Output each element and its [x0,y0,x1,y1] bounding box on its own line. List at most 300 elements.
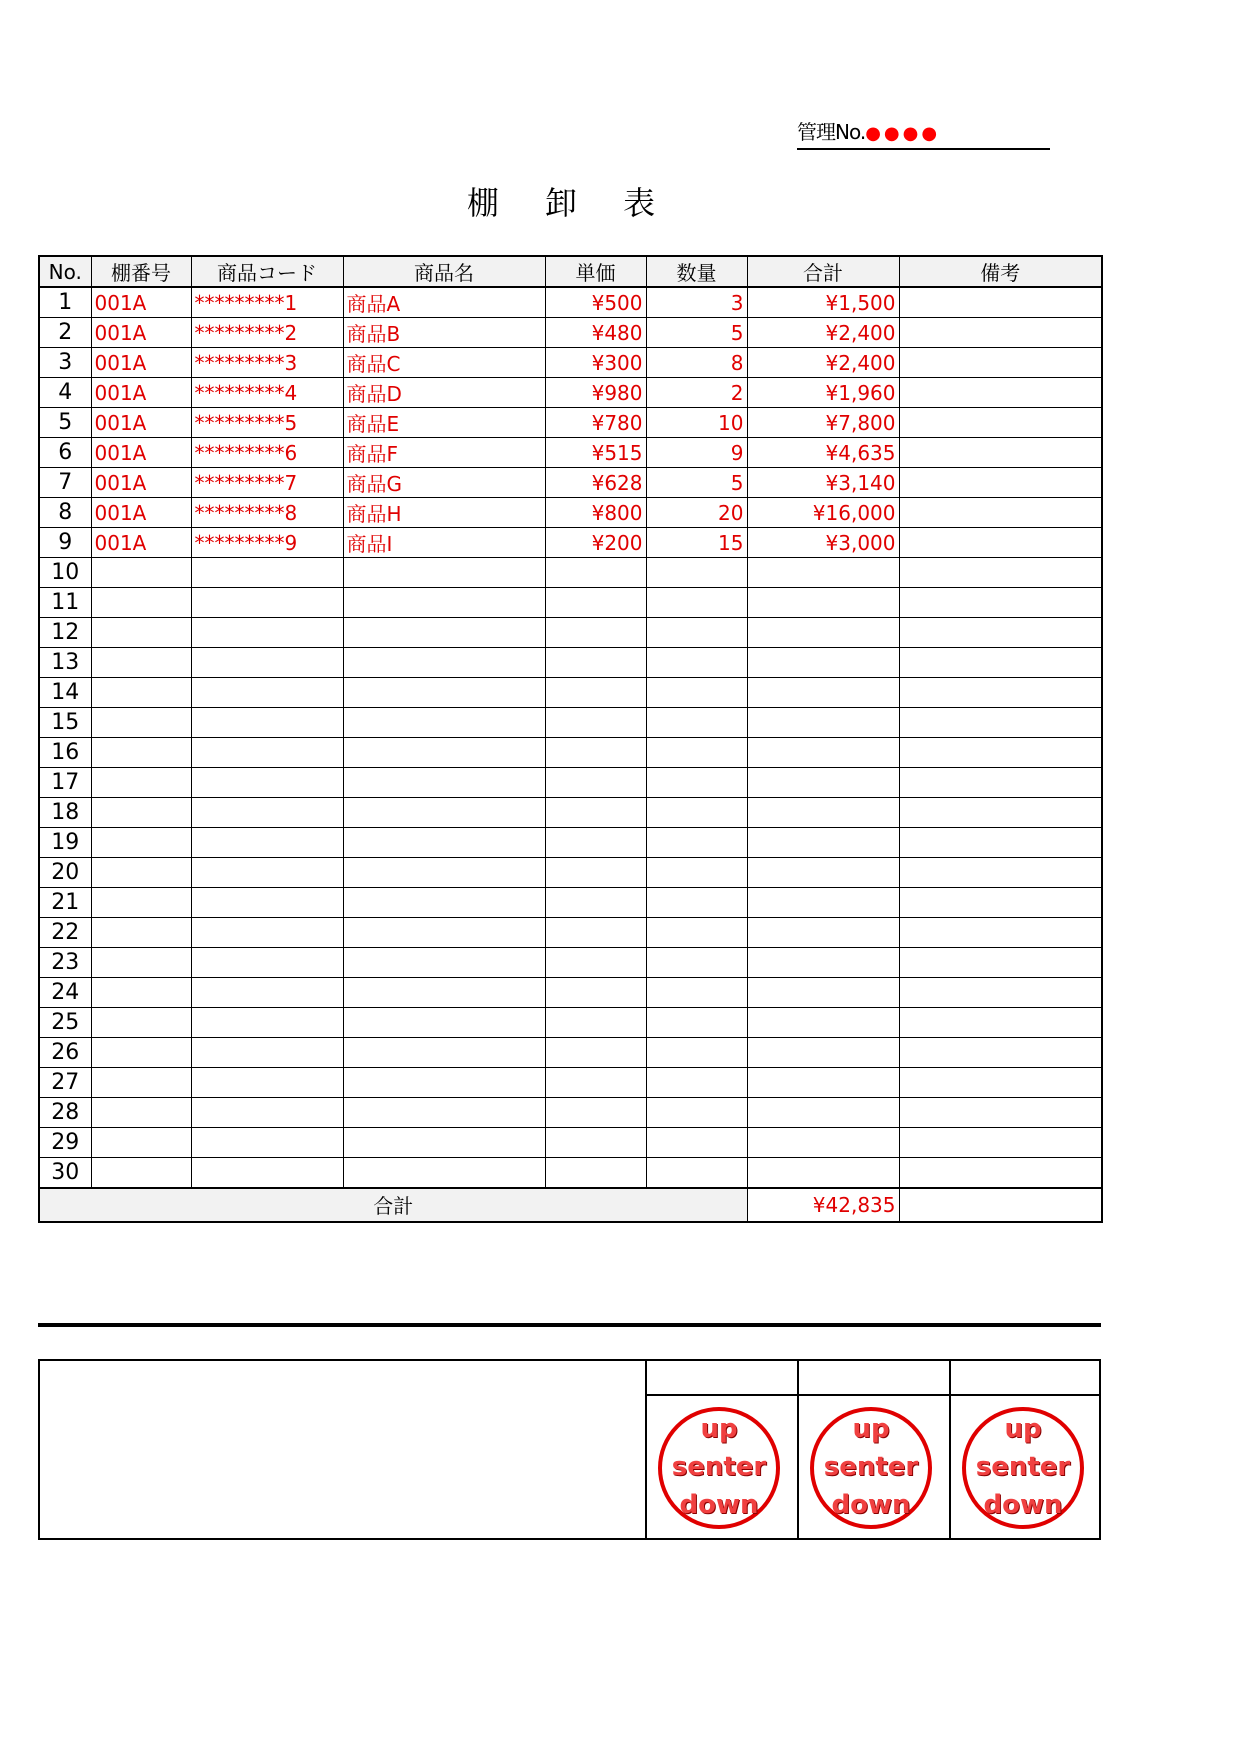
table-row [39,768,1102,798]
col-header-shelf: 棚番号 [91,256,191,287]
cell-note [899,828,1102,858]
cell-no: 22 [39,918,91,948]
table-row [39,588,1102,618]
cell-code: *********5 [191,408,343,438]
cell-no: 1 [39,287,91,318]
cell-code: *********2 [191,318,343,348]
cell-total [747,678,899,708]
cell-qty [646,978,747,1008]
approval-header-2 [799,1361,949,1396]
cell-note [899,378,1102,408]
cell-note [899,1158,1102,1188]
cell-no: 18 [39,798,91,828]
cell-shelf [91,828,191,858]
approval-column-3 [949,1361,1101,1538]
cell-total [747,588,899,618]
cell-no: 11 [39,588,91,618]
cell-shelf [91,858,191,888]
cell-total [747,1158,899,1188]
cell-qty: 8 [646,348,747,378]
cell-qty [646,1098,747,1128]
cell-code [191,708,343,738]
cell-note [899,287,1102,318]
cell-total: ¥1,960 [747,378,899,408]
table-row [39,438,1102,468]
cell-note [899,888,1102,918]
cell-note [899,558,1102,588]
cell-total [747,618,899,648]
cell-name: 商品H [343,498,545,528]
cell-code: *********7 [191,468,343,498]
table-row [39,978,1102,1008]
cell-total [747,948,899,978]
cell-name: 商品B [343,318,545,348]
cell-no: 28 [39,1098,91,1128]
cell-qty [646,648,747,678]
cell-price [545,708,646,738]
table-row [39,858,1102,888]
approval-header-3 [951,1361,1101,1396]
cell-shelf [91,978,191,1008]
total-label: 合計 [39,1188,747,1222]
cell-total: ¥3,000 [747,528,899,558]
cell-name [343,618,545,648]
cell-code [191,588,343,618]
cell-name [343,768,545,798]
seal-stamp-1 [658,1407,780,1529]
col-header-code: 商品コード [191,256,343,287]
table-row [39,708,1102,738]
cell-total [747,1098,899,1128]
cell-code [191,978,343,1008]
table-row [39,348,1102,378]
cell-name [343,708,545,738]
cell-no: 14 [39,678,91,708]
cell-total [747,1038,899,1068]
cell-name [343,678,545,708]
cell-note [899,678,1102,708]
cell-note [899,588,1102,618]
table-row [39,1098,1102,1128]
cell-name [343,798,545,828]
cell-price: ¥300 [545,348,646,378]
cell-total: ¥3,140 [747,468,899,498]
stamp-line-down: down [679,1490,759,1520]
cell-no: 2 [39,318,91,348]
cell-qty [646,828,747,858]
cell-code: *********8 [191,498,343,528]
cell-shelf [91,1098,191,1128]
cell-price: ¥480 [545,318,646,348]
cell-price: ¥515 [545,438,646,468]
cell-name [343,1008,545,1038]
cell-code [191,648,343,678]
cell-name: 商品C [343,348,545,378]
cell-no: 23 [39,948,91,978]
cell-qty [646,1128,747,1158]
cell-price [545,858,646,888]
cell-price [545,1068,646,1098]
cell-total [747,1068,899,1098]
stamp-line-up: up [1004,1414,1042,1444]
stamp-line-senter: senter [671,1452,767,1482]
cell-qty [646,708,747,738]
cell-no: 21 [39,888,91,918]
cell-name [343,558,545,588]
table-row [39,738,1102,768]
cell-qty [646,1038,747,1068]
cell-name [343,948,545,978]
cell-qty [646,858,747,888]
approval-header-1 [647,1361,797,1396]
cell-price: ¥500 [545,287,646,318]
cell-code [191,1008,343,1038]
cell-price [545,1098,646,1128]
cell-shelf [91,708,191,738]
table-body [39,287,1102,1188]
cell-name [343,1158,545,1188]
cell-price [545,918,646,948]
cell-price [545,738,646,768]
cell-shelf [91,1128,191,1158]
cell-shelf [91,768,191,798]
table-row [39,948,1102,978]
table-row [39,558,1102,588]
cell-name [343,978,545,1008]
approval-column-2 [797,1361,949,1538]
cell-note [899,648,1102,678]
cell-total [747,858,899,888]
cell-qty: 20 [646,498,747,528]
cell-code [191,1128,343,1158]
stamp-line-senter: senter [975,1452,1071,1482]
cell-name [343,1098,545,1128]
cell-qty [646,738,747,768]
cell-no: 16 [39,738,91,768]
cell-name [343,738,545,768]
cell-note [899,798,1102,828]
cell-name [343,1038,545,1068]
cell-price [545,1008,646,1038]
cell-price [545,978,646,1008]
cell-shelf [91,1158,191,1188]
cell-qty [646,1008,747,1038]
col-header-name: 商品名 [343,256,545,287]
cell-code [191,738,343,768]
cell-name [343,588,545,618]
cell-shelf: 001A [91,348,191,378]
cell-total [747,978,899,1008]
cell-no: 9 [39,528,91,558]
cell-code [191,678,343,708]
cell-total: ¥2,400 [747,318,899,348]
cell-name: 商品F [343,438,545,468]
cell-shelf [91,948,191,978]
cell-total: ¥16,000 [747,498,899,528]
table-row [39,287,1102,318]
cell-price [545,648,646,678]
cell-no: 6 [39,438,91,468]
cell-no: 12 [39,618,91,648]
cell-name: 商品G [343,468,545,498]
cell-note [899,618,1102,648]
cell-code [191,1158,343,1188]
cell-shelf [91,888,191,918]
cell-no: 15 [39,708,91,738]
cell-note [899,318,1102,348]
cell-no: 5 [39,408,91,438]
table-row [39,318,1102,348]
table-header-row [39,256,1102,287]
cell-qty [646,1158,747,1188]
stamp-line-down: down [983,1490,1063,1520]
management-number [797,116,1050,150]
cell-code: *********3 [191,348,343,378]
total-note [899,1188,1102,1222]
cell-qty: 3 [646,287,747,318]
cell-note [899,708,1102,738]
cell-price [545,1038,646,1068]
table-row [39,828,1102,858]
table-row [39,528,1102,558]
cell-note [899,498,1102,528]
cell-qty [646,918,747,948]
col-header-no: No. [39,256,91,287]
cell-total: ¥7,800 [747,408,899,438]
stamp-line-down: down [831,1490,911,1520]
approval-box [38,1359,1101,1540]
cell-price [545,1158,646,1188]
cell-name: 商品A [343,287,545,318]
cell-code [191,1098,343,1128]
cell-qty: 5 [646,318,747,348]
cell-total [747,768,899,798]
cell-shelf: 001A [91,528,191,558]
cell-no: 24 [39,978,91,1008]
management-label: 管理No. [797,120,866,144]
section-divider [38,1323,1101,1327]
cell-code [191,858,343,888]
cell-name [343,1068,545,1098]
cell-no: 10 [39,558,91,588]
cell-total [747,828,899,858]
cell-shelf: 001A [91,408,191,438]
cell-shelf: 001A [91,287,191,318]
cell-qty: 15 [646,528,747,558]
cell-name [343,828,545,858]
cell-shelf [91,1038,191,1068]
cell-price [545,888,646,918]
inventory-table [38,255,1103,1223]
table-row [39,1068,1102,1098]
cell-name [343,1128,545,1158]
cell-shelf: 001A [91,318,191,348]
table-row [39,1158,1102,1188]
cell-qty: 10 [646,408,747,438]
cell-shelf [91,648,191,678]
cell-code: *********9 [191,528,343,558]
cell-price [545,558,646,588]
cell-qty: 9 [646,438,747,468]
cell-code: *********4 [191,378,343,408]
cell-shelf: 001A [91,498,191,528]
cell-shelf: 001A [91,378,191,408]
cell-code [191,768,343,798]
cell-price: ¥800 [545,498,646,528]
cell-note [899,738,1102,768]
cell-no: 13 [39,648,91,678]
table-row [39,1128,1102,1158]
approval-column-1 [645,1361,797,1538]
cell-note [899,468,1102,498]
table-row [39,798,1102,828]
cell-price [545,828,646,858]
col-header-note: 備考 [899,256,1102,287]
cell-total [747,1008,899,1038]
table-row [39,918,1102,948]
cell-no: 25 [39,1008,91,1038]
cell-total [747,648,899,678]
table-row [39,408,1102,438]
cell-no: 17 [39,768,91,798]
cell-price: ¥628 [545,468,646,498]
cell-note [899,438,1102,468]
cell-code [191,918,343,948]
cell-note [899,408,1102,438]
cell-price: ¥980 [545,378,646,408]
cell-qty [646,618,747,648]
cell-code [191,888,343,918]
cell-shelf [91,618,191,648]
grand-total-value: ¥42,835 [747,1188,899,1222]
cell-no: 3 [39,348,91,378]
cell-qty [646,768,747,798]
table-row [39,498,1102,528]
cell-note [899,918,1102,948]
table-row [39,648,1102,678]
cell-no: 7 [39,468,91,498]
cell-note [899,1128,1102,1158]
cell-note [899,1068,1102,1098]
cell-note [899,1038,1102,1068]
cell-no: 29 [39,1128,91,1158]
cell-total: ¥2,400 [747,348,899,378]
cell-price [545,768,646,798]
cell-note [899,948,1102,978]
col-header-qty: 数量 [646,256,747,287]
stamp-line-up: up [700,1414,738,1444]
cell-shelf [91,738,191,768]
cell-name [343,648,545,678]
cell-no: 27 [39,1068,91,1098]
cell-shelf [91,1008,191,1038]
cell-code [191,1068,343,1098]
cell-shelf [91,588,191,618]
cell-shelf: 001A [91,468,191,498]
cell-shelf [91,678,191,708]
col-header-price: 単価 [545,256,646,287]
seal-stamp-3 [962,1407,1084,1529]
cell-total [747,918,899,948]
cell-no: 4 [39,378,91,408]
table-row [39,378,1102,408]
cell-note [899,348,1102,378]
cell-price [545,618,646,648]
seal-stamp-2 [810,1407,932,1529]
cell-shelf [91,558,191,588]
cell-shelf [91,798,191,828]
cell-total [747,738,899,768]
cell-price [545,798,646,828]
page-title: 棚 卸 表 [466,184,674,222]
cell-code [191,948,343,978]
cell-name: 商品D [343,378,545,408]
col-header-total: 合計 [747,256,899,287]
cell-total [747,798,899,828]
table-row [39,888,1102,918]
cell-note [899,978,1102,1008]
table-row [39,678,1102,708]
cell-price [545,678,646,708]
table-row [39,618,1102,648]
cell-code [191,798,343,828]
cell-price [545,948,646,978]
cell-qty [646,1068,747,1098]
table-row [39,468,1102,498]
cell-code [191,828,343,858]
cell-price: ¥780 [545,408,646,438]
cell-price [545,1128,646,1158]
cell-note [899,858,1102,888]
cell-shelf [91,918,191,948]
cell-name [343,858,545,888]
cell-name [343,918,545,948]
cell-note [899,768,1102,798]
table-row [39,1008,1102,1038]
cell-qty [646,678,747,708]
cell-no: 20 [39,858,91,888]
table-row [39,1038,1102,1068]
cell-note [899,528,1102,558]
cell-total: ¥4,635 [747,438,899,468]
cell-no: 26 [39,1038,91,1068]
cell-total [747,708,899,738]
cell-note [899,1098,1102,1128]
cell-name: 商品E [343,408,545,438]
cell-qty [646,588,747,618]
cell-name [343,888,545,918]
stamp-line-senter: senter [823,1452,919,1482]
cell-shelf [91,1068,191,1098]
cell-total [747,888,899,918]
cell-qty [646,558,747,588]
cell-qty: 2 [646,378,747,408]
cell-qty: 5 [646,468,747,498]
cell-code [191,618,343,648]
total-row [39,1188,1102,1222]
cell-no: 19 [39,828,91,858]
cell-price: ¥200 [545,528,646,558]
cell-code: *********6 [191,438,343,468]
cell-name: 商品I [343,528,545,558]
cell-note [899,1008,1102,1038]
cell-code [191,1038,343,1068]
cell-shelf: 001A [91,438,191,468]
cell-qty [646,888,747,918]
cell-code [191,558,343,588]
cell-no: 30 [39,1158,91,1188]
cell-total [747,1128,899,1158]
